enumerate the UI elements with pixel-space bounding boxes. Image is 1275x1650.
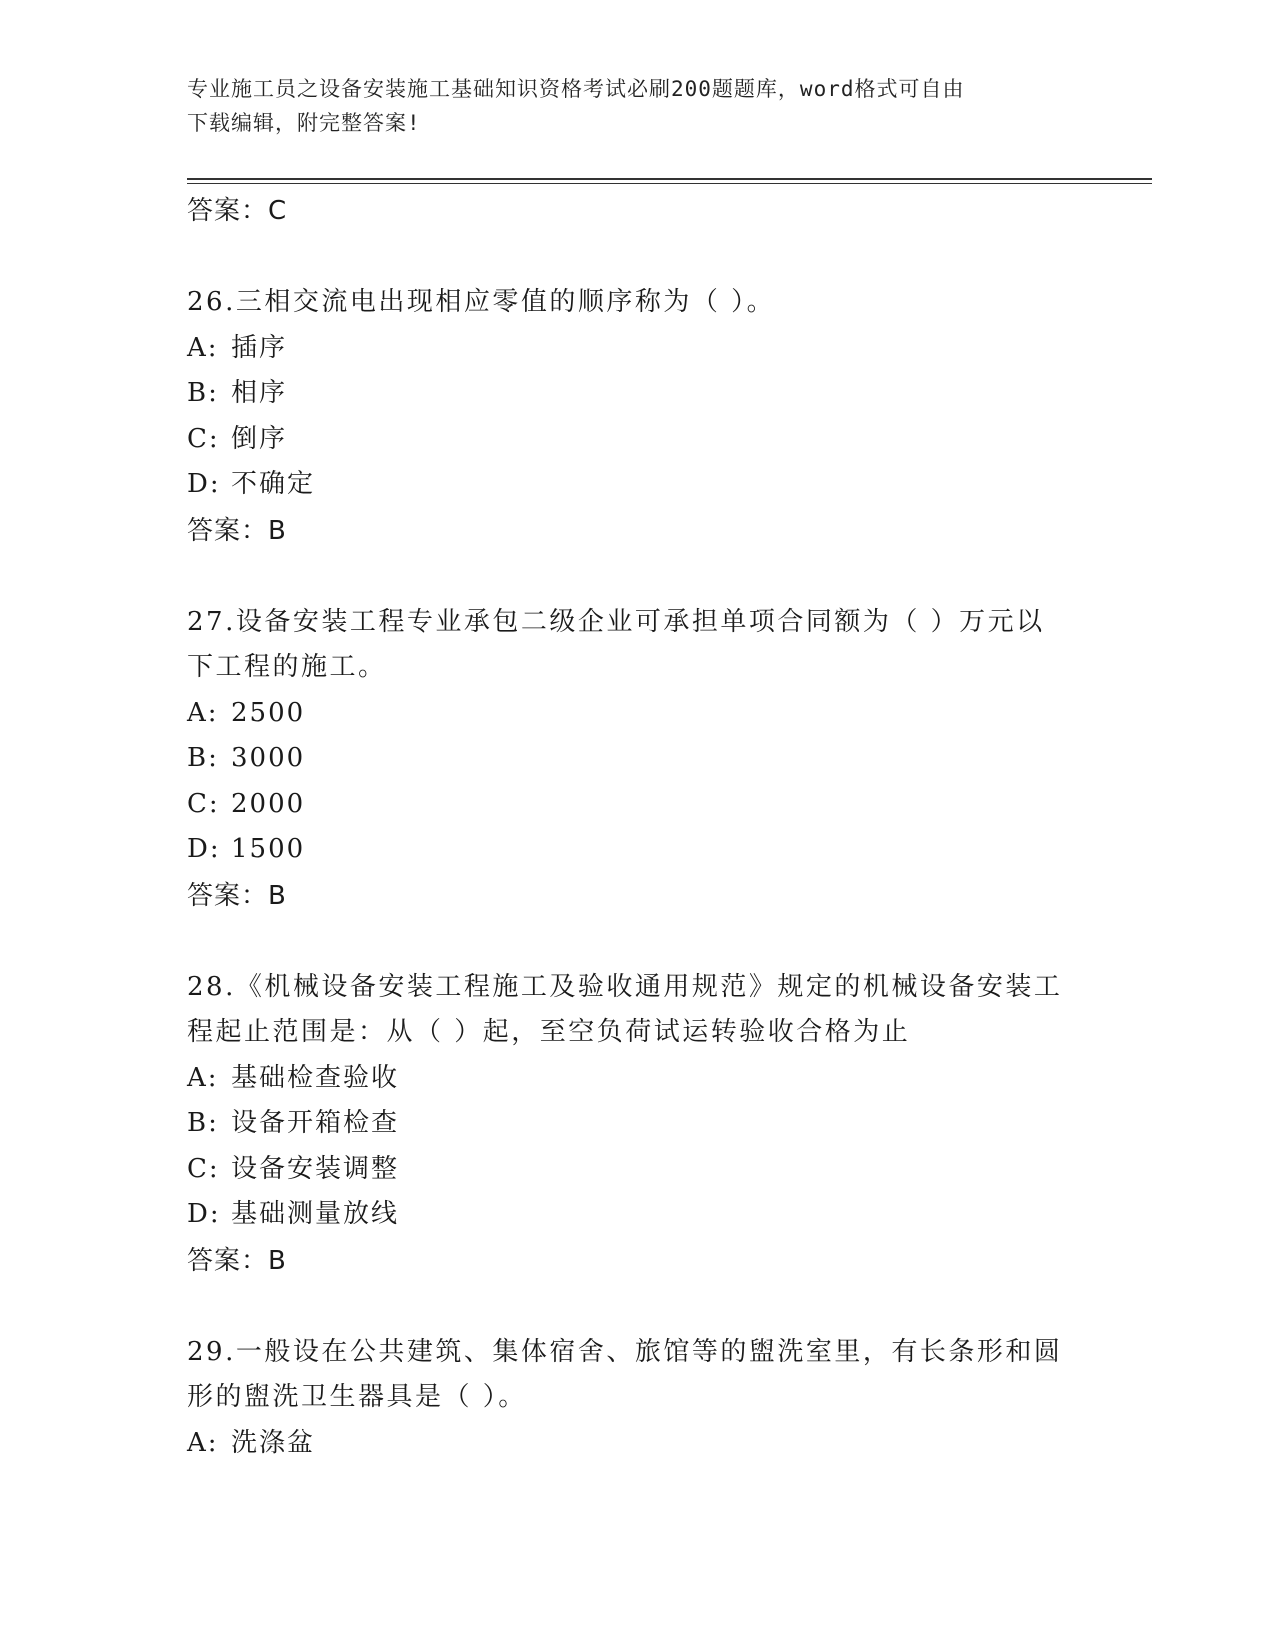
- answer-line: 答案：B: [187, 515, 287, 546]
- option-b: [187, 1101, 1087, 1147]
- question-text: 28.《机械设备安装工程施工及验收通用规范》规定的机械设备安装工程起止范围是：从（ ）起，至空负荷试运转验收合格为止: [187, 971, 1063, 1047]
- question-text: 29.一般设在公共建筑、集体宿舍、旅馆等的盥洗室里，有长条形和圆形的盥洗卫生器具是（ ）。: [187, 1336, 1063, 1412]
- answer-line: 答案：B: [187, 880, 287, 911]
- question-text: 27.设备安装工程专业承包二级企业可承担单项合同额为（ ）万元以下工程的施工。: [187, 606, 1045, 682]
- document-header: [187, 72, 1067, 140]
- option-label: A:: [187, 1427, 219, 1458]
- option-b: [187, 371, 1087, 417]
- question-block-26: [187, 280, 1087, 554]
- option-label: C:: [187, 423, 220, 454]
- option-c: [187, 782, 1087, 828]
- previous-answer: 答案：C: [187, 196, 288, 226]
- option-text: 2000: [231, 788, 306, 819]
- option-text: 基础检查验收: [231, 1062, 400, 1093]
- option-b: [187, 736, 1087, 782]
- option-label: B:: [187, 743, 219, 773]
- option-label: D:: [187, 834, 221, 864]
- option-c: [187, 1147, 1087, 1193]
- option-label: D:: [187, 1199, 221, 1229]
- question-list: [187, 188, 1087, 1466]
- option-a: [187, 326, 1087, 372]
- option-label: B:: [187, 1108, 219, 1138]
- option-c: [187, 417, 1087, 463]
- option-text: 设备开箱检查: [231, 1108, 400, 1138]
- option-text: 设备安装调整: [231, 1153, 400, 1184]
- option-a: [187, 1056, 1087, 1102]
- option-label: A:: [187, 1062, 219, 1093]
- question-block-29: [187, 1330, 1087, 1467]
- option-text: 相序: [231, 378, 288, 408]
- answer-line: 答案：B: [187, 1245, 287, 1276]
- question-text: 26.三相交流电出现相应零值的顺序称为（ ）。: [187, 287, 776, 317]
- option-a: [187, 691, 1087, 737]
- question-block-28: [187, 965, 1087, 1284]
- option-d: [187, 1192, 1087, 1238]
- option-text: 洗涤盆: [231, 1427, 316, 1458]
- spacer: [187, 919, 1087, 965]
- option-text: 3000: [231, 743, 306, 773]
- option-text: 2500: [231, 697, 306, 728]
- option-label: A:: [187, 332, 219, 363]
- question-block-27: [187, 600, 1087, 919]
- header-rule-thick: [187, 178, 1152, 180]
- option-label: A:: [187, 697, 219, 728]
- option-label: D:: [187, 469, 221, 499]
- option-label: C:: [187, 1153, 220, 1184]
- spacer: [187, 1284, 1087, 1330]
- spacer: [187, 554, 1087, 600]
- option-label: C:: [187, 788, 220, 819]
- header-title-line-1: 专业施工员之设备安装施工基础知识资格考试必刷200题题库，word格式可自由: [187, 77, 965, 101]
- option-a: [187, 1421, 1087, 1467]
- option-text: 不确定: [231, 469, 316, 499]
- option-text: 倒序: [231, 423, 288, 454]
- option-d: [187, 827, 1087, 873]
- option-label: B:: [187, 378, 219, 408]
- header-title-line-2: 下载编辑，附完整答案!: [187, 111, 421, 135]
- option-text: 基础测量放线: [231, 1199, 400, 1229]
- option-text: 1500: [231, 834, 306, 864]
- spacer: [187, 234, 1087, 280]
- option-text: 插序: [231, 332, 288, 363]
- option-d: [187, 462, 1087, 508]
- header-rule-thin: [187, 183, 1152, 184]
